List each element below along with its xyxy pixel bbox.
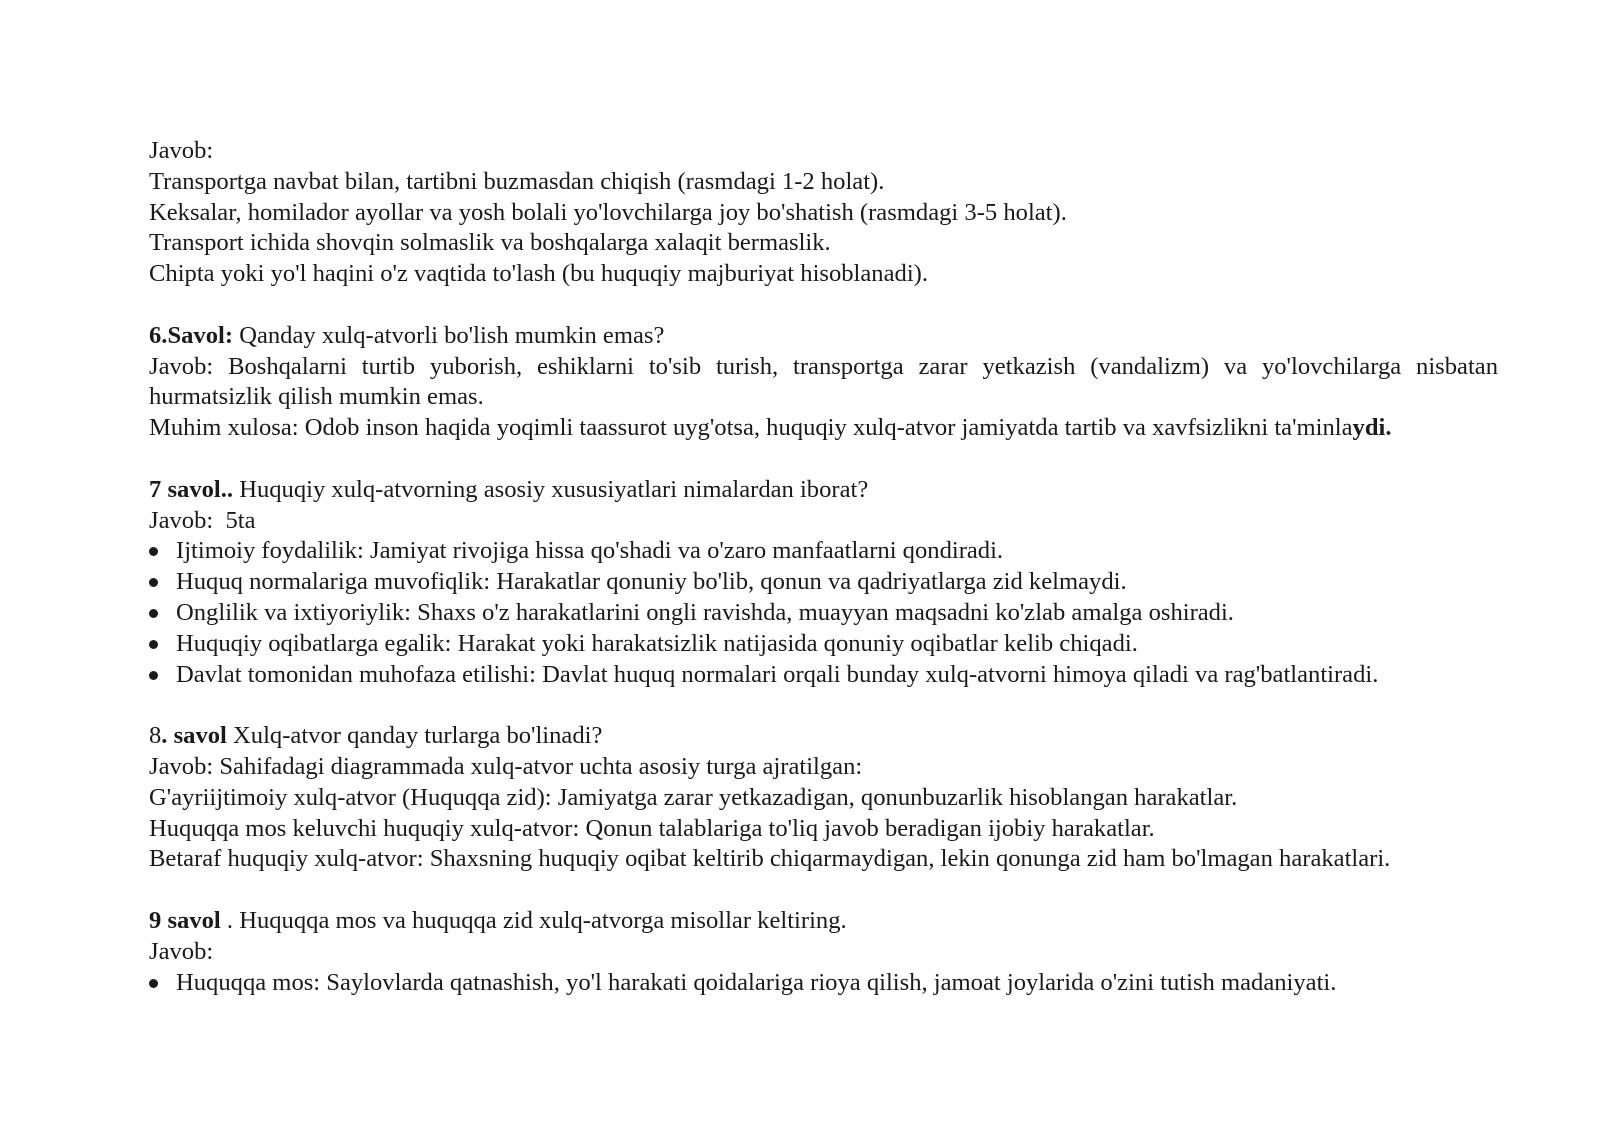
list-item — [149, 968, 1498, 999]
answer-line: Keksalar, homilador ayollar va yosh bolali yo'lovchilarga joy bo'shatish (rasmdagi 3-5 holat). — [149, 198, 1067, 226]
question-text: Xulq-atvor qanday turlarga bo'linadi? — [226, 722, 603, 750]
answer-label: Javob: — [149, 937, 214, 965]
list-item-text: Huquqiy oqibatlarga egalik: Harakat yoki harakatsizlik natijasida qonuniy oqibatlar kelib chiqadi. — [176, 629, 1138, 657]
list-item-text: Huquqqa mos: Saylovlarda qatnashish, yo'l harakati qoidalariga rioya qilish, jamoat joylarida o'zini tutish madaniyati. — [176, 968, 1337, 996]
bullet-icon — [149, 979, 158, 988]
list-item — [149, 629, 1498, 660]
list-item-text: Ijtimoiy foydalilik: Jamiyat rivojiga hissa qo'shadi va o'zaro manfaatlarni qondiradi. — [176, 537, 1004, 565]
question-number-plain: 8 — [149, 722, 162, 750]
paragraph-gap — [149, 444, 1498, 475]
list-item-text: Huquq normalariga muvofiqlik: Harakatlar qonuniy bo'lib, qonun va qadriyatlarga zid kelmaydi. — [176, 568, 1127, 596]
paragraph-gap — [149, 690, 1498, 721]
answer-label: Javob: 5ta — [149, 506, 256, 534]
answer-label: Javob: — [149, 137, 214, 164]
answer-line: Transport ichida shovqin solmaslik va boshqalarga xalaqit bermaslik. — [149, 229, 831, 257]
section5-answer — [149, 136, 1498, 290]
list-item — [149, 567, 1498, 598]
question-number: 6.Savol: — [149, 321, 234, 349]
list-item — [149, 660, 1498, 691]
question-text: . Huquqqa mos va huquqqa zid xulq-atvorga misollar keltiring. — [220, 906, 847, 934]
question-8 — [149, 721, 1498, 875]
question-heading — [149, 906, 1498, 937]
bullet-icon — [149, 671, 158, 680]
bullet-icon — [149, 547, 158, 556]
question-9 — [149, 906, 1498, 998]
bullet-icon — [149, 578, 158, 587]
answer-paragraph: Javob: Boshqalarni turtib yuborish, eshiklarni to'sib turish, transportga zarar yetkazish (vandalizm) va yo'lovchilarga nisbatan hurmatsizlik qilish mumkin emas. — [149, 352, 1498, 411]
question-6 — [149, 321, 1498, 444]
question-number: 9 savol — [149, 906, 221, 934]
paragraph-gap — [149, 875, 1498, 906]
question-7 — [149, 475, 1498, 691]
conclusion-paragraph — [149, 413, 1498, 444]
bullet-icon — [149, 640, 158, 649]
bullet-list — [149, 536, 1498, 690]
conclusion-bold-end: ydi. — [1352, 414, 1392, 442]
question-heading — [149, 321, 1498, 352]
list-item-text: Davlat tomonidan muhofaza etilishi: Davlat huquq normalari orqali bunday xulq-atvorni himoya qiladi va rag'batlantiradi. — [176, 660, 1379, 688]
list-item — [149, 598, 1498, 629]
answer-line: G'ayriijtimoiy xulq-atvor (Huquqqa zid): Jamiyatga zarar yetkazadigan, qonunbuzarlik hisoblangan harakatlar. — [149, 783, 1238, 811]
list-item — [149, 536, 1498, 567]
answer-line: Chipta yoki yo'l haqini o'z vaqtida to'lash (bu huquqiy majburiyat hisoblanadi). — [149, 260, 928, 288]
question-text: Huquqiy xulq-atvorning asosiy xususiyatlari nimalardan iborat? — [233, 475, 869, 503]
answer-line: Betaraf huquqiy xulq-atvor: Shaxsning huquqiy oqibat keltirib chiqarmaydigan, lekin qonunga zid ham bo'lmagan harakatlari. — [149, 845, 1391, 873]
bullet-icon — [149, 609, 158, 618]
question-number: 7 savol.. — [149, 475, 234, 503]
answer-line: Huquqqa mos keluvchi huquqiy xulq-atvor: Qonun talablariga to'liq javob beradigan ijobiy harakatlar. — [149, 814, 1155, 842]
question-number-bold: . savol — [161, 722, 227, 750]
question-heading — [149, 721, 1498, 752]
question-heading — [149, 475, 1498, 506]
answer-line: Javob: Sahifadagi diagrammada xulq-atvor uchta asosiy turga ajratilgan: — [149, 752, 863, 780]
list-item-text: Onglilik va ixtiyoriylik: Shaxs o'z harakatlarini ongli ravishda, muayyan maqsadni ko'zlab amalga oshiradi. — [176, 598, 1234, 626]
question-text: Qanday xulq-atvorli bo'lish mumkin emas? — [233, 321, 665, 349]
paragraph-gap — [149, 290, 1498, 321]
answer-line: Transportga navbat bilan, tartibni buzmasdan chiqish (rasmdagi 1-2 holat). — [149, 167, 885, 195]
conclusion-text: Muhim xulosa: Odob inson haqida yoqimli taassurot uyg'otsa, huquqiy xulq-atvor jamiyatda tartib va xavfsizlikni ta'minla — [149, 414, 1353, 442]
document-page — [149, 136, 1498, 998]
bullet-list — [149, 968, 1498, 999]
